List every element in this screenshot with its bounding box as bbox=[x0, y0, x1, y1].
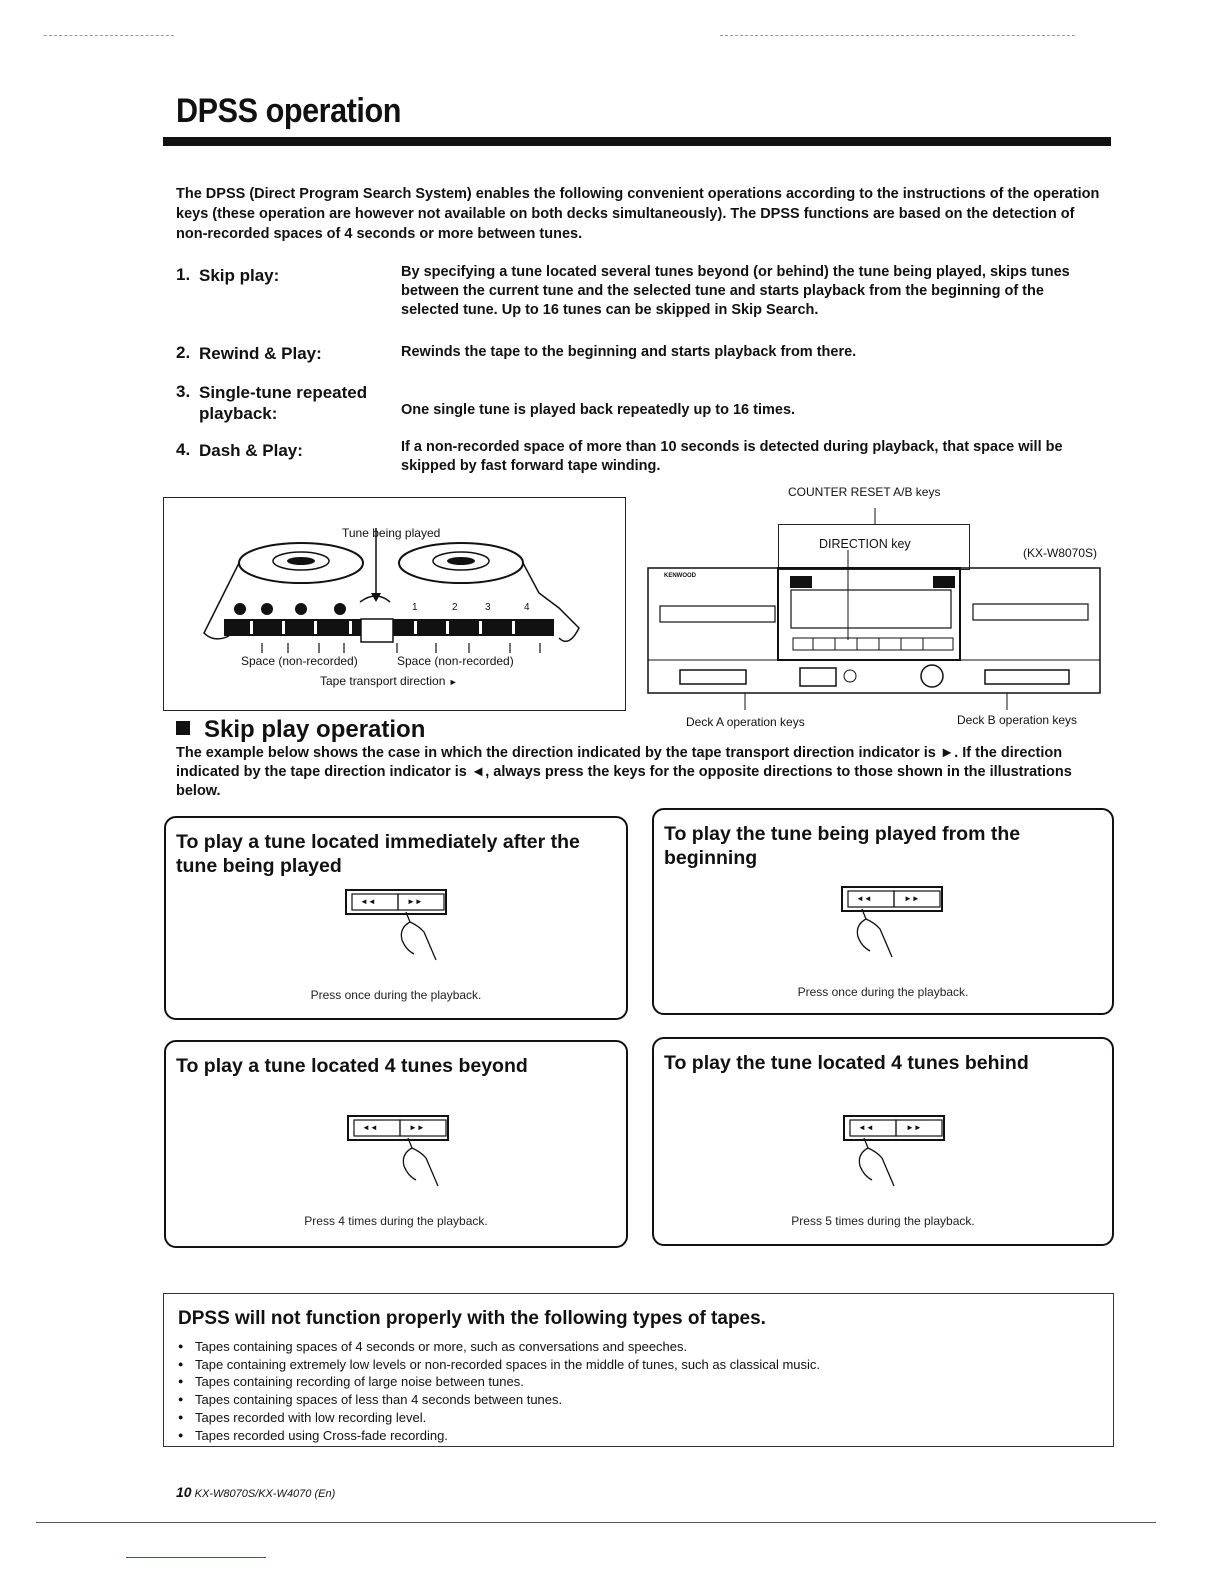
tune-number-1: 1 bbox=[412, 602, 418, 613]
tune-number-4: 4 bbox=[524, 602, 530, 613]
card-caption: Press 5 times during the playback. bbox=[791, 1214, 975, 1228]
card-caption: Press once during the playback. bbox=[310, 988, 482, 1002]
page-number: 10 bbox=[176, 1484, 192, 1500]
skip-play-heading-text: Skip play operation bbox=[204, 716, 426, 743]
card-4-behind bbox=[652, 1037, 1114, 1246]
card-caption: Press once during the playback. bbox=[797, 985, 969, 999]
footer-model: KX-W8070S/KX-W4070 (En) bbox=[194, 1488, 336, 1500]
list-item: ● Tapes containing recording of large noise between tunes. bbox=[178, 1373, 820, 1391]
function-term: Skip play: bbox=[199, 266, 280, 285]
brand-label: KENWOOD bbox=[664, 573, 696, 579]
list-item: ● Tape containing extremely low levels or non-recorded spaces in the middle of tunes, such as classical music. bbox=[178, 1356, 820, 1374]
model-label: (KX-W8070S) bbox=[1023, 546, 1098, 560]
tune-being-played-label: Tune being played bbox=[342, 526, 441, 540]
head bbox=[361, 619, 393, 642]
function-number: 4. bbox=[176, 440, 191, 459]
direction-arrow-icon: ► bbox=[448, 677, 458, 687]
page-title: DPSS operation bbox=[176, 92, 401, 130]
bottom-rule bbox=[36, 1522, 1156, 1523]
tape-warning-list bbox=[178, 1338, 820, 1444]
tune-number-2: 2 bbox=[452, 602, 458, 613]
function-number: 3. bbox=[176, 382, 191, 401]
top-dash-left bbox=[44, 35, 174, 36]
counter-reset-label: COUNTER RESET A/B keys bbox=[788, 485, 941, 499]
intro-paragraph: The DPSS (Direct Program Search System) enables the following convenient operations according to the instructions of the operation keys (these operation are however not available on both decks simultaneously). The DPSS functions are based on the detection of non-recorded spaces of 4 seconds or more between tunes. bbox=[176, 186, 1100, 242]
list-item: ● Tapes recorded using Cross-fade recording. bbox=[178, 1427, 820, 1445]
bottom-blue-line bbox=[126, 1557, 266, 1558]
skip-play-heading bbox=[176, 716, 425, 744]
function-desc: By specifying a tune located several tunes beyond (or behind) the tune being played, skips tunes between the current tune and the selected tune and starts playback from the beginning of the selected tune. Up to 16 tunes can be skipped in Skip Search. bbox=[401, 264, 1070, 318]
page-footer bbox=[176, 1484, 335, 1500]
card-title: To play a tune located immediately after the tune being played bbox=[176, 831, 580, 877]
tape-warning-title: DPSS will not function properly with the following types of tapes. bbox=[178, 1308, 766, 1329]
function-number: 1. bbox=[176, 265, 191, 284]
card-title: To play the tune located 4 tunes behind bbox=[664, 1052, 1029, 1074]
card-title: To play the tune being played from the beginning bbox=[664, 823, 1021, 869]
function-desc: One single tune is played back repeatedly up to 16 times. bbox=[401, 402, 796, 418]
tune-number-3: 3 bbox=[485, 602, 491, 613]
list-item: ● Tapes recorded with low recording level. bbox=[178, 1409, 820, 1427]
direction-key-label: DIRECTION key bbox=[819, 537, 911, 551]
function-desc: If a non-recorded space of more than 10 seconds is detected during playback, that space will be skipped by fast forward tape winding. bbox=[401, 439, 1063, 474]
top-dash-right bbox=[720, 35, 1075, 36]
fast-forward-key-label: ►► bbox=[904, 894, 920, 903]
card-4-beyond bbox=[164, 1040, 628, 1248]
deck-illustration bbox=[645, 500, 1105, 710]
deck-a-label: Deck A operation keys bbox=[686, 715, 805, 729]
skip-play-intro: The example below shows the case in which the direction indicated by the tape transport direction indicator is ►. If the direction indicated by the tape direction indicator is ◄, always press the keys for the opposite directions to those shown in the illustrations below. bbox=[176, 745, 1072, 799]
title-rule bbox=[163, 137, 1111, 146]
rewind-key-label: ◄◄ bbox=[858, 1123, 874, 1132]
list-item: ● Tapes containing spaces of less than 4 seconds between tunes. bbox=[178, 1391, 820, 1409]
deck-b-label: Deck B operation keys bbox=[957, 713, 1078, 727]
fast-forward-key-label: ►► bbox=[409, 1123, 425, 1132]
function-term: Rewind & Play: bbox=[199, 344, 322, 363]
rewind-key-label: ◄◄ bbox=[360, 897, 376, 906]
function-number: 2. bbox=[176, 343, 191, 362]
card-from-beginning bbox=[652, 808, 1114, 1015]
space-label-left: Space (non-recorded) bbox=[241, 654, 358, 668]
tape-figure bbox=[163, 497, 626, 711]
rewind-key-label: ◄◄ bbox=[362, 1123, 378, 1132]
function-term: Single-tune repeated playback: bbox=[199, 383, 368, 423]
fast-forward-key-label: ►► bbox=[407, 897, 423, 906]
tape-warning-box bbox=[163, 1293, 1114, 1447]
function-term: Dash & Play: bbox=[199, 441, 303, 460]
function-desc: Rewinds the tape to the beginning and starts playback from there. bbox=[401, 344, 857, 360]
rewind-key-label: ◄◄ bbox=[856, 894, 872, 903]
direction-label bbox=[320, 674, 458, 688]
card-immediately-after bbox=[164, 816, 628, 1020]
square-bullet-icon bbox=[176, 721, 190, 735]
space-label-right: Space (non-recorded) bbox=[397, 654, 514, 668]
fast-forward-key-label: ►► bbox=[906, 1123, 922, 1132]
card-title: To play a tune located 4 tunes beyond bbox=[176, 1055, 528, 1077]
direction-label-text: Tape transport direction bbox=[320, 674, 446, 688]
list-item: ● Tapes containing spaces of 4 seconds or more, such as conversations and speeches. bbox=[178, 1338, 820, 1356]
card-caption: Press 4 times during the playback. bbox=[304, 1214, 488, 1228]
